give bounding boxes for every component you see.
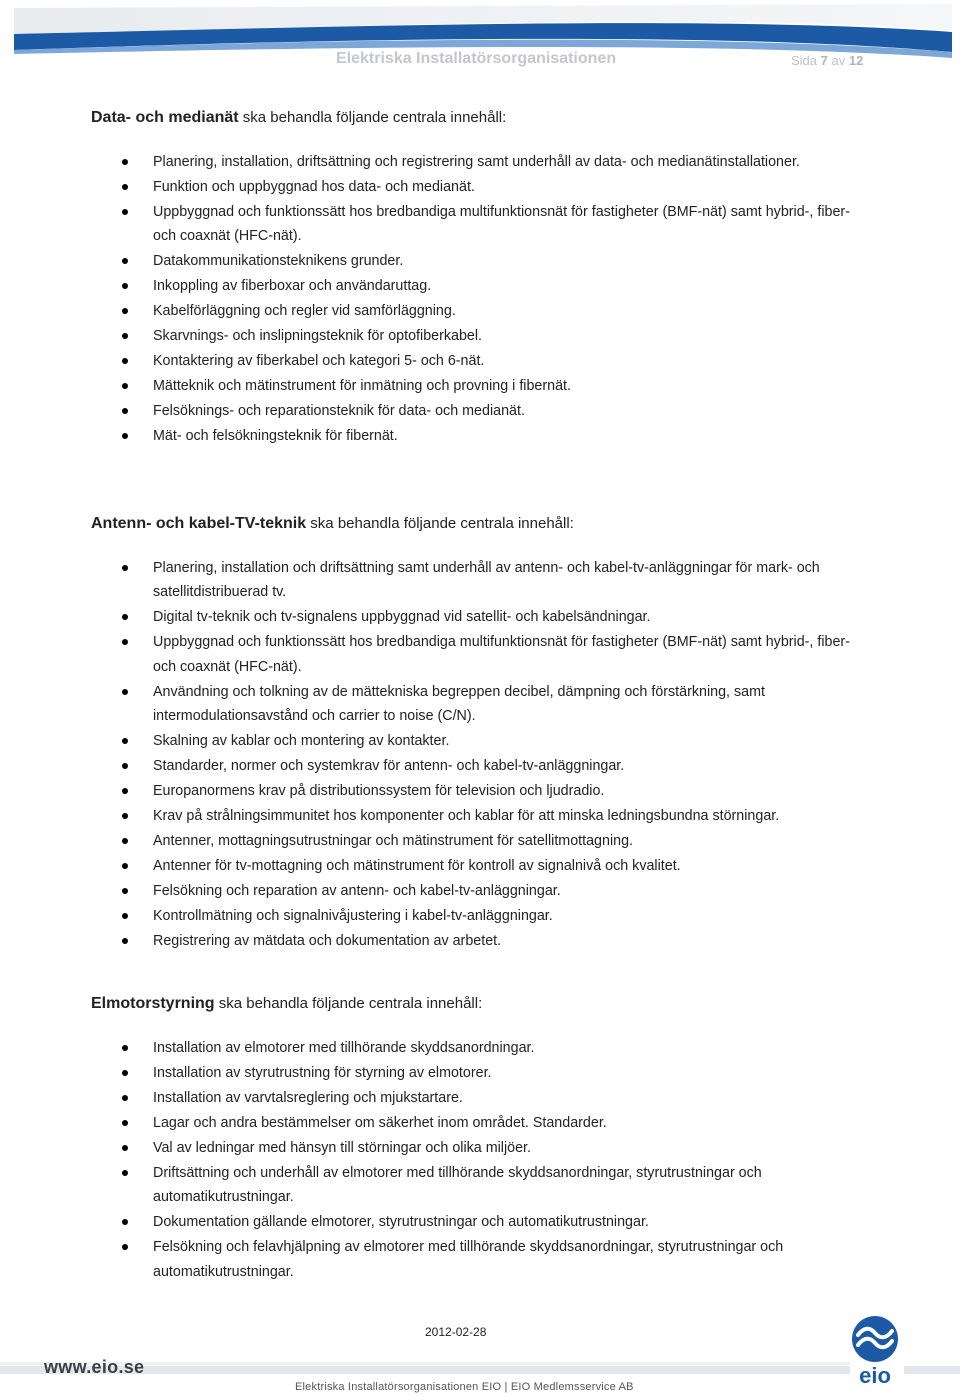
list-item: Användning och tolkning av de mättekniska begreppen decibel, dämpning och förstärkning, samt intermodulationsavstånd och carrier to noise (C/N).: [0, 680, 873, 729]
bullet-icon: [122, 209, 128, 215]
bullet-icon: [122, 838, 128, 844]
bullet-icon: [122, 738, 128, 744]
list-item: Funktion och uppbyggnad hos data- och medianät.: [0, 175, 873, 199]
bullet-icon: [122, 863, 128, 869]
bullet-icon: [122, 358, 128, 364]
logo-text: eio: [859, 1363, 891, 1387]
bullet-icon: [122, 333, 128, 339]
section-title-rest: ska behandla följande centrala innehåll:: [238, 109, 507, 126]
section-title-bold: Data- och medianät: [91, 109, 239, 126]
list-item: Installation av varvtalsreglering och mjukstartare.: [0, 1086, 873, 1110]
bullet-icon: [122, 813, 128, 819]
footer-url[interactable]: www.eio.se: [44, 1357, 145, 1377]
bullet-icon: [122, 1045, 128, 1051]
header-organization: Elektriska Installatörsorganisationen: [336, 50, 617, 67]
footer-date: 2012-02-28: [425, 1325, 487, 1339]
list-item: Planering, installation, driftsättning och registrering samt underhåll av data- och medianätinstallationer.: [0, 150, 873, 174]
list-item: Skalning av kablar och montering av kontakter.: [0, 729, 873, 753]
eio-logo-icon: [846, 1315, 904, 1387]
bullet-icon: [122, 1120, 128, 1126]
bullet-icon: [122, 1145, 128, 1151]
bullet-icon: [122, 433, 128, 439]
bullet-icon: [122, 159, 128, 165]
list-item: Uppbyggnad och funktionssätt hos bredbandiga multifunktionsnät för fastigheter (BMF-nät) samt hybrid-, fiber- och coaxnät (HFC-nät).: [0, 630, 873, 679]
list-item: Lagar och andra bestämmelser om säkerhet inom området. Standarder.: [0, 1111, 873, 1135]
bullet-icon: [122, 1095, 128, 1101]
header-page-number: [791, 53, 863, 68]
bullet-icon: [122, 1244, 128, 1250]
bullet-icon: [122, 308, 128, 314]
page-total: 12: [848, 53, 864, 68]
section-title-rest: ska behandla följande centrala innehåll:: [306, 515, 574, 532]
list-item: Val av ledningar med hänsyn till störningar och olika miljöer.: [0, 1136, 873, 1160]
list-item: Felsökning och felavhjälpning av elmotorer med tillhörande skyddsanordningar, styrutrustningar och automatikutrustningar.: [0, 1235, 873, 1284]
bullet-icon: [122, 383, 128, 389]
bullet-icon: [122, 689, 128, 695]
bullet-icon: [122, 1170, 128, 1176]
list-item: Standarder, normer och systemkrav för antenn- och kabel-tv-anläggningar.: [0, 754, 873, 778]
bullet-icon: [122, 565, 128, 571]
list-item: Krav på strålningsimmunitet hos komponenter och kablar för att minska ledningsbundna störningar.: [0, 804, 873, 828]
list-item: Inkoppling av fiberboxar och användaruttag.: [0, 274, 873, 298]
bullet-icon: [122, 788, 128, 794]
bullet-icon: [122, 763, 128, 769]
page-current: 7: [820, 53, 828, 68]
list-item: Driftsättning och underhåll av elmotorer med tillhörande skyddsanordningar, styrutrustningar och automatikutrustningar.: [0, 1161, 873, 1210]
list-item: Felsökning och reparation av antenn- och kabel-tv-anläggningar.: [0, 879, 873, 903]
list-item: Antenner för tv-mottagning och mätinstrument för kontroll av signalnivå och kvalitet.: [0, 854, 873, 878]
section-list-antenn-kabel-tv: [0, 556, 900, 954]
bullet-icon: [122, 283, 128, 289]
section-title-elmotorstyrning: [91, 995, 482, 1013]
bullet-icon: [122, 1219, 128, 1225]
section-title-rest: ska behandla följande centrala innehåll:: [214, 995, 483, 1012]
page-prefix: Sida: [791, 53, 818, 68]
list-item: Skarvnings- och inslipningsteknik för optofiberkabel.: [0, 324, 873, 348]
list-item: Kabelförläggning och regler vid samförläggning.: [0, 299, 873, 323]
bullet-icon: [122, 614, 128, 620]
list-item: Kontrollmätning och signalnivåjustering i kabel-tv-anläggningar.: [0, 904, 873, 928]
bullet-icon: [122, 639, 128, 645]
section-list-elmotorstyrning: [0, 1036, 900, 1285]
bullet-icon: [122, 1070, 128, 1076]
eio-logo: [846, 1315, 904, 1387]
bullet-icon: [122, 184, 128, 190]
list-item: Europanormens krav på distributionssystem för television och ljudradio.: [0, 779, 873, 803]
list-item: Mätteknik och mätinstrument för inmätning och provning i fibernät.: [0, 374, 873, 398]
list-item: Datakommunikationsteknikens grunder.: [0, 249, 873, 273]
section-title-antenn-kabel-tv: [91, 515, 574, 533]
list-item: Installation av elmotorer med tillhörande skyddsanordningar.: [0, 1036, 873, 1060]
bullet-icon: [122, 408, 128, 414]
list-item: Antenner, mottagningsutrustningar och mätinstrument för satellitmottagning.: [0, 829, 873, 853]
page-sep: av: [831, 53, 846, 68]
list-item: Registrering av mätdata och dokumentation av arbetet.: [0, 929, 873, 953]
section-title-data-medianat: [91, 109, 506, 127]
section-title-bold: Elmotorstyrning: [91, 995, 215, 1012]
list-item: Digital tv-teknik och tv-signalens uppbyggnad vid satellit- och kabelsändningar.: [0, 605, 873, 629]
bullet-icon: [122, 913, 128, 919]
list-item: Mät- och felsökningsteknik för fibernät.: [0, 424, 873, 448]
list-item: Installation av styrutrustning för styrning av elmotorer.: [0, 1061, 873, 1085]
list-item: Felsöknings- och reparationsteknik för data- och medianät.: [0, 399, 873, 423]
list-item: Dokumentation gällande elmotorer, styrutrustningar och automatikutrustningar.: [0, 1210, 873, 1234]
list-item: Kontaktering av fiberkabel och kategori 5- och 6-nät.: [0, 349, 873, 373]
section-title-bold: Antenn- och kabel-TV-teknik: [91, 515, 307, 532]
bullet-icon: [122, 258, 128, 264]
bullet-icon: [122, 888, 128, 894]
footer-company: Elektriska Installatörsorganisationen EIO | EIO Medlemsservice AB: [295, 1381, 634, 1393]
section-list-data-medianat: [0, 150, 900, 449]
bullet-icon: [122, 938, 128, 944]
list-item: Planering, installation och driftsättning samt underhåll av antenn- och kabel-tv-anläggningar för mark- och satellitdistribuerad tv.: [0, 556, 873, 605]
list-item: Uppbyggnad och funktionssätt hos bredbandiga multifunktionsnät för fastigheter (BMF-nät) samt hybrid-, fiber- och coaxnät (HFC-nät).: [0, 200, 873, 249]
